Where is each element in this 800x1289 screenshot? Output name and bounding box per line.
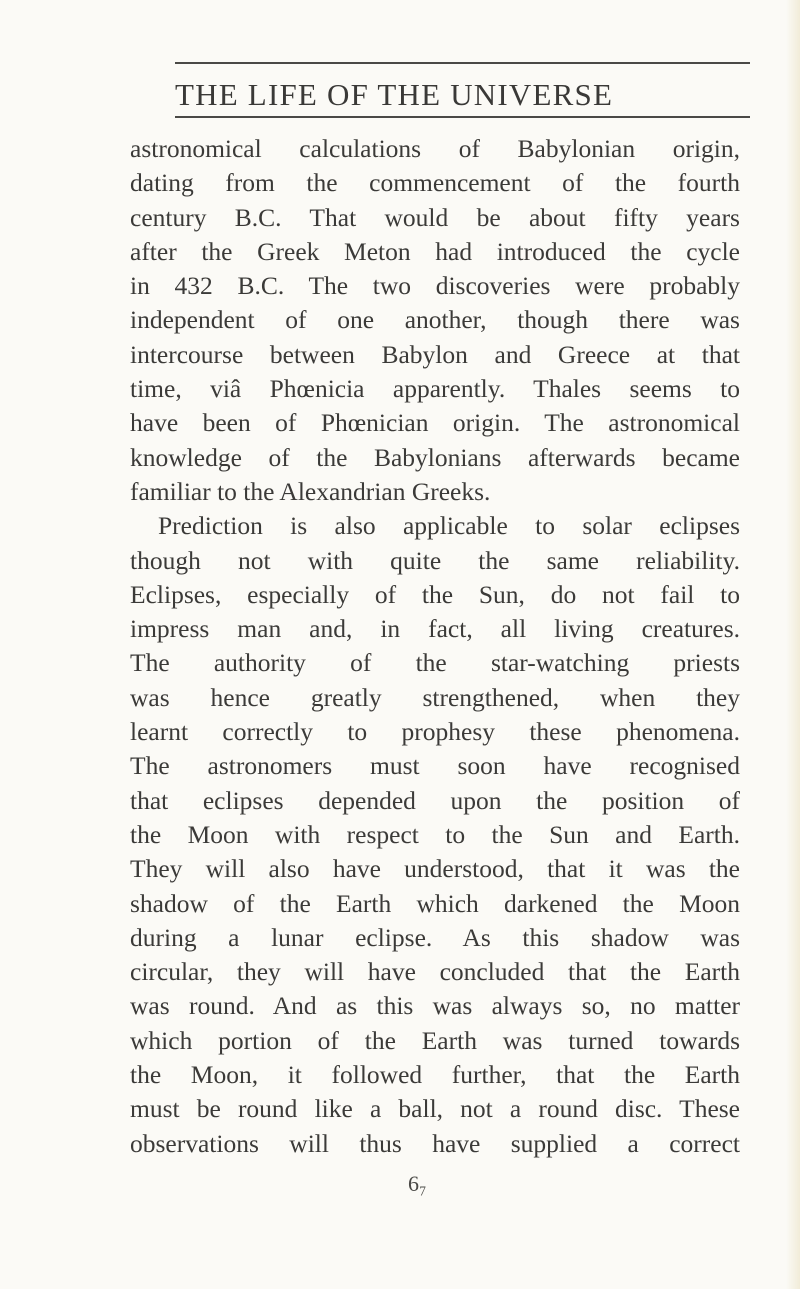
- text-line: century B.C. That would be about fifty years: [130, 202, 740, 232]
- text-line: after the Greek Meton had introduced the cycle: [130, 236, 740, 266]
- text-line: have been of Phœnician origin. The astronomical: [130, 408, 740, 438]
- text-line: Eclipses, especially of the Sun, do not fail to: [130, 579, 740, 609]
- text-line: learnt correctly to prophesy these phenomena.: [130, 717, 740, 747]
- text-line: independent of one another, though there was: [130, 305, 740, 335]
- text-line: knowledge of the Babylonians afterwards became: [130, 442, 740, 472]
- header-rule-top: [175, 62, 750, 64]
- text-line: must be round like a ball, not a round disc. These: [130, 1094, 740, 1124]
- text-line: during a lunar eclipse. As this shadow was: [130, 922, 740, 952]
- text-line: astronomical calculations of Babylonian origin,: [130, 134, 740, 163]
- running-title: THE LIFE OF THE UNIVERSE: [175, 77, 614, 112]
- text-line: in 432 B.C. The two discoveries were probably: [130, 271, 740, 301]
- text-line-paragraph-start: Prediction is also applicable to solar eclipses: [158, 511, 740, 541]
- text-line: intercourse between Babylon and Greece at that: [130, 339, 740, 369]
- text-line: observations will thus have supplied a correct: [130, 1128, 740, 1158]
- text-line: the Moon with respect to the Sun and Earth.: [130, 819, 740, 849]
- text-line: was round. And as this was always so, no matter: [130, 991, 740, 1021]
- text-line: The astronomers must soon have recognised: [130, 751, 740, 781]
- text-line: impress man and, in fact, all living creatures.: [130, 614, 740, 644]
- text-line: was hence greatly strengthened, when they: [130, 682, 740, 712]
- text-line: The authority of the star-watching priests: [130, 648, 740, 678]
- body-text: [130, 132, 740, 1161]
- text-line: They will also have understood, that it was the: [130, 854, 740, 884]
- text-line: the Moon, it followed further, that the Earth: [130, 1060, 740, 1090]
- text-line-paragraph-end: familiar to the Alexandrian Greeks.: [130, 476, 491, 506]
- text-line: circular, they will have concluded that the Earth: [130, 957, 740, 987]
- header-rule-bottom: [175, 116, 750, 118]
- page-number: 6₇: [408, 1171, 427, 1196]
- text-line: dating from the commencement of the fourth: [130, 168, 740, 198]
- text-line: though not with quite the same reliability.: [130, 545, 740, 575]
- text-line: shadow of the Earth which darkened the Moon: [130, 888, 740, 918]
- text-line: which portion of the Earth was turned towards: [130, 1025, 740, 1055]
- text-line: time, viâ Phœnicia apparently. Thales seems to: [130, 374, 740, 404]
- text-line: that eclipses depended upon the position of: [130, 785, 740, 815]
- page-edge: [786, 0, 800, 1289]
